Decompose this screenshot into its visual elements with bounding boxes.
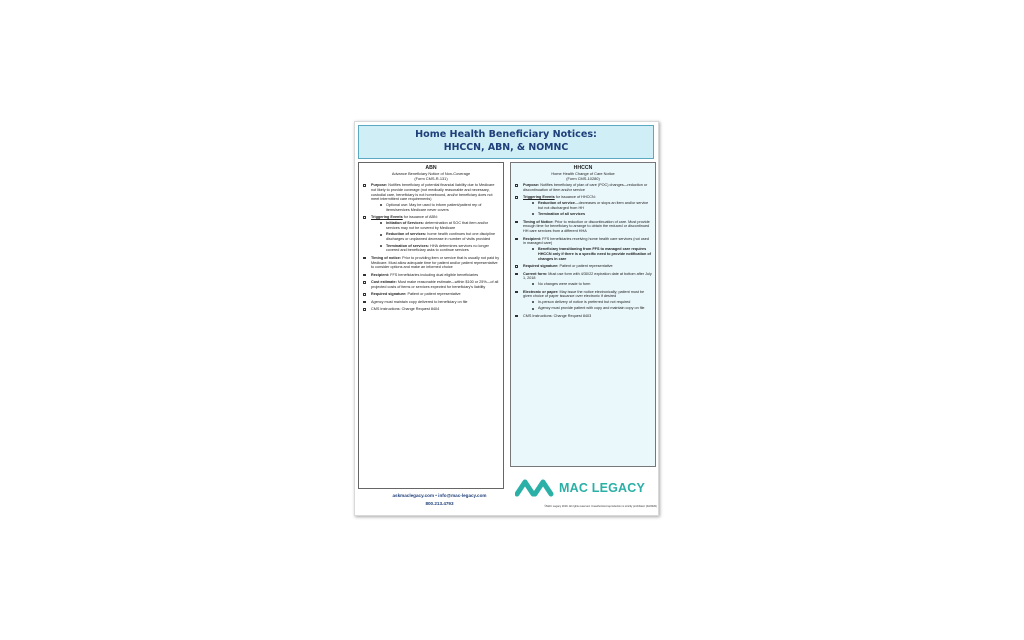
- sub-item: [371, 203, 500, 213]
- abn-header: [362, 165, 500, 181]
- item-label: Triggering Events: [371, 215, 403, 220]
- checkbox-bullet-icon: [363, 301, 366, 304]
- item-label: Electronic or paper:: [523, 289, 559, 294]
- item-label: Recipient:: [371, 272, 390, 277]
- item-text: Optional use: May be used to inform patient/patient rep of items/services Medicare never covers: [386, 203, 482, 212]
- bullet-icon: [532, 283, 534, 285]
- item-text: determination at SOC that item and/or services may not be covered by Medicare: [386, 221, 489, 230]
- item-label: Current form:: [523, 271, 548, 276]
- sub-item: [371, 244, 500, 254]
- mac-legacy-mark-icon: [515, 478, 555, 498]
- item-text: Patient or patient representative: [558, 264, 613, 269]
- item-label: Required signature:: [371, 292, 407, 297]
- item-text: Agency must maintain copy delivered to beneficiary on file: [371, 299, 468, 304]
- bullet-icon: [380, 245, 382, 247]
- checkbox-bullet-icon: [515, 273, 518, 276]
- list-item: [514, 237, 652, 262]
- item-text: May issue the notice electronically; patient must be given choice of paper issuance over electronic if desired: [523, 289, 645, 299]
- mac-legacy-logo: [515, 478, 645, 498]
- item-text: FFS beneficiaries receiving home health care services (not used in managed care): [523, 236, 649, 246]
- bullet-icon: [532, 202, 534, 204]
- item-label: Beneficiary transitioning from FFS to managed care requires HHCCN only if there is a specific need to provide notification of changes in care: [538, 247, 651, 261]
- item-text: FFS beneficiaries including dual eligible beneficiaries: [389, 272, 479, 277]
- abn-heading: ABN: [425, 165, 437, 171]
- contact-web: askmaclegacy.com • info@mac-legacy.com: [392, 493, 487, 498]
- bullet-icon: [532, 308, 534, 310]
- sub-item: [523, 212, 652, 217]
- checkbox-bullet-icon: [363, 293, 366, 296]
- sub-item: [523, 282, 652, 287]
- sub-item: [523, 306, 652, 311]
- list-item: [362, 307, 500, 312]
- abn-form-number: (Form CMS-R-131): [414, 176, 448, 181]
- checkbox-bullet-icon: [515, 184, 518, 187]
- checkbox-bullet-icon: [363, 257, 366, 260]
- item-text: for issuance of ABN:: [402, 215, 438, 220]
- list-item: [362, 256, 500, 270]
- sub-list: [523, 201, 652, 217]
- checkbox-bullet-icon: [515, 238, 518, 241]
- list-item: [362, 292, 500, 297]
- item-text: In-person delivery of notice is preferred but not required: [538, 300, 631, 305]
- item-text: Patient or patient representative: [406, 292, 461, 297]
- checkbox-bullet-icon: [515, 315, 518, 318]
- bullet-icon: [380, 222, 382, 224]
- list-item: [514, 264, 652, 269]
- sub-item: [523, 201, 652, 211]
- list-item: [514, 220, 652, 234]
- list-item: [362, 280, 500, 290]
- item-text: for issuance of HHCCN:: [554, 195, 596, 200]
- checkbox-bullet-icon: [515, 291, 518, 294]
- item-text: —decreases or stops an item and/or service but not discharged from HH: [538, 200, 649, 210]
- item-label: Cost estimate:: [371, 280, 397, 285]
- item-text: home health continues but one discipline discharges or unplanned decrease in number of visits provided: [386, 232, 496, 242]
- list-item: [514, 272, 652, 287]
- item-text: HHA determines services no longer covered and beneficiary asks to continue services: [386, 243, 489, 253]
- bullet-icon: [380, 204, 382, 206]
- hhccn-subheading: Home Health Change of Care Notice: [551, 171, 615, 176]
- logo-text: MAC LEGACY: [559, 481, 646, 495]
- document-page: [354, 121, 659, 516]
- item-label: Required signature:: [523, 264, 559, 269]
- hhccn-header: [514, 165, 652, 181]
- item-text: Must use form with 4/30/22 expiration date at bottom after July 1, 2018: [523, 271, 652, 281]
- item-label: Reduction of services:: [386, 232, 427, 237]
- checkbox-bullet-icon: [363, 274, 366, 277]
- sub-item: [523, 247, 652, 261]
- abn-subheading: Advance Beneficiary Notice of Non-Coverage: [391, 171, 471, 176]
- item-text: CMS Instructions: Change Request 8403: [523, 313, 592, 318]
- title-banner: [358, 125, 654, 159]
- hhccn-column: [510, 162, 656, 467]
- copyright-notice: ©MAC Legacy 2019. All rights reserved. Unauthorized reproduction is strictly prohibited. (02/2020): [544, 505, 657, 508]
- list-item: [514, 290, 652, 312]
- checkbox-bullet-icon: [363, 216, 366, 219]
- item-text: Prior to providing item or service that is usually not paid by Medicare. Must allow adequate time for patient and/or patient representative to consider options and make an informed choice: [371, 255, 500, 270]
- sub-list: [371, 203, 500, 213]
- item-label: Timing of notice:: [371, 255, 402, 260]
- item-label: Timing of Notice:: [523, 219, 554, 224]
- list-item: [514, 314, 652, 319]
- sub-list: [523, 282, 652, 287]
- list-item: [514, 195, 652, 217]
- bullet-icon: [380, 234, 382, 236]
- item-label: Triggering Events: [523, 195, 555, 200]
- sub-list: [371, 221, 500, 253]
- abn-list: [362, 183, 500, 312]
- item-text: Notifies beneficiary of plan of care (POC) changes—reduction or discontinuation of item and/or service: [523, 183, 648, 192]
- checkbox-bullet-icon: [363, 281, 366, 284]
- checkbox-bullet-icon: [363, 184, 366, 187]
- list-item: [362, 300, 500, 305]
- item-label: Reduction of service: [538, 200, 575, 205]
- abn-column: [358, 162, 504, 489]
- item-text: Must make reasonable estimate—within $100 or 25%—of all projected costs of items or services expected for beneficiary's liability: [371, 280, 499, 289]
- item-text: Prior to reduction or discontinuation of care. Must provide enough time for beneficiary to arrange to obtain the reduced or discontinued HH care services from a different HHA: [523, 219, 650, 234]
- item-label: Recipient:: [523, 236, 542, 241]
- sub-list: [523, 300, 652, 311]
- sub-list: [523, 247, 652, 261]
- item-label: Termination of services:: [386, 243, 430, 248]
- checkbox-bullet-icon: [515, 265, 518, 268]
- contact-footer: [377, 492, 502, 507]
- checkbox-bullet-icon: [363, 308, 366, 311]
- item-text: Agency must provide patient with copy and maintain copy on file: [538, 306, 645, 311]
- item-label: Termination of all services: [538, 212, 586, 217]
- item-text: CMS Instructions: Change Request 8404: [371, 307, 440, 312]
- list-item: [514, 183, 652, 193]
- hhccn-list: [514, 183, 652, 319]
- bullet-icon: [532, 248, 534, 250]
- item-text: No changes were made to form: [538, 282, 591, 287]
- checkbox-bullet-icon: [515, 221, 518, 224]
- contact-phone: 800.213.4793: [425, 500, 454, 506]
- bullet-icon: [532, 301, 534, 303]
- checkbox-bullet-icon: [515, 196, 518, 199]
- list-item: [362, 183, 500, 213]
- page-title: Home Health Beneficiary Notices:: [415, 129, 597, 140]
- list-item: [362, 215, 500, 253]
- list-item: [362, 273, 500, 278]
- sub-item: [371, 221, 500, 231]
- item-text: Notifies beneficiary of potential financial liability due to Medicare not likely to provide coverage (not medically reasonable and necessary, custodial care, beneficiary is not homebound, and/or beneficiary does not meet intermittent care requirements): [371, 183, 495, 202]
- bullet-icon: [532, 213, 534, 215]
- sub-item: [371, 232, 500, 242]
- page-subtitle: HHCCN, ABN, & NOMNC: [443, 142, 569, 153]
- item-label: Initiation of Services:: [386, 221, 424, 226]
- hhccn-heading: HHCCN: [573, 165, 593, 171]
- hhccn-form-number: (Form CMS-10280): [566, 176, 600, 181]
- item-label: Purpose:: [523, 183, 540, 187]
- item-label: Purpose:: [371, 183, 388, 187]
- sub-item: [523, 300, 652, 305]
